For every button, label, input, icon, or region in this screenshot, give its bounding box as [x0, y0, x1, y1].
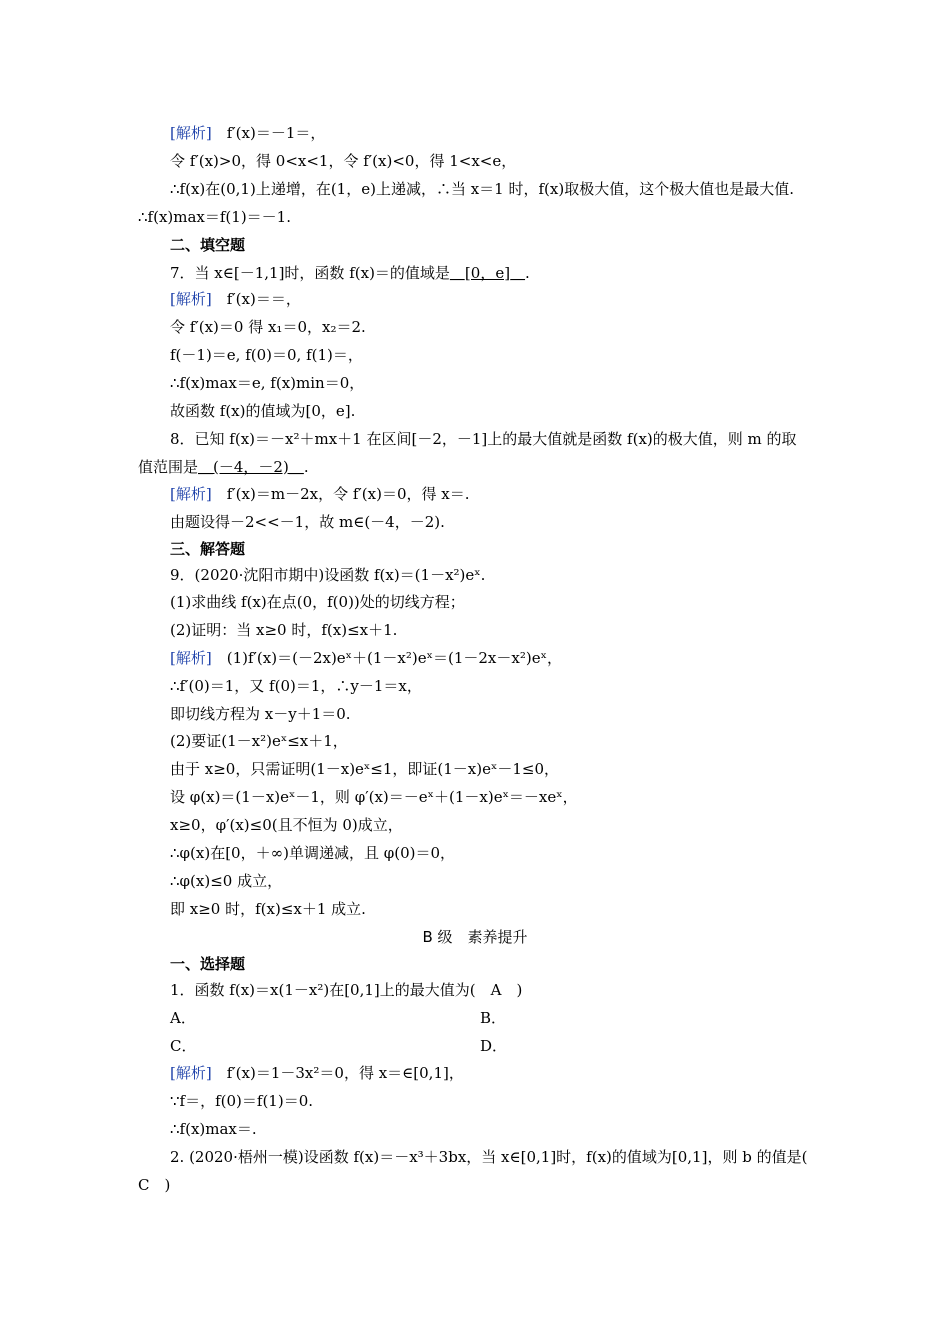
question-line: 8．已知 f(x)＝－x²＋mx＋1 在区间[－2，－1]上的最大值就是函数 f(x)的极大值，则 m 的取: [170, 430, 797, 448]
answer-blank: ＿[0，e]＿: [449, 264, 526, 282]
text-line: ∴f(x)max＝.: [170, 1120, 257, 1138]
solution-line: [解析] f′(x)＝＝，: [170, 290, 301, 308]
text-line: ∴f(x)max＝e, f(x)min＝0，: [170, 374, 365, 392]
text-line: 由题设得－2<<－1，故 m∈(－4，－2).: [170, 513, 445, 531]
text-line: 即 x≥0 时，f(x)≤x＋1 成立.: [170, 900, 366, 918]
text-line: ∴f(x)在(0,1)上递增，在(1，e)上递减，∴当 x＝1 时，f(x)取极大值，这个极大值也是最大值.: [170, 180, 794, 198]
option-c: C．: [170, 1037, 197, 1055]
question-line: 7．当 x∈[－1,1]时，函数 f(x)＝的值域是＿[0，e]＿.: [170, 264, 530, 282]
text-line: (2)要证(1－x²)eˣ≤x＋1，: [170, 732, 348, 750]
solution-line: [解析] f′(x)＝－1＝，: [170, 124, 326, 142]
text-line: ∴φ(x)≤0 成立，: [170, 872, 283, 890]
section-heading: 一、选择题: [170, 955, 246, 973]
level-heading: B 级 素养提升: [422, 928, 528, 946]
question-line: 1．函数 f(x)＝x(1－x²)在[0,1]上的最大值为( A ): [170, 981, 523, 999]
option-a: A．: [170, 1009, 196, 1027]
solution-tag: [解析]: [170, 649, 212, 667]
text-line: ∴f(x)max＝f(1)＝－1.: [138, 208, 291, 226]
text-line: 令 f′(x)>0，得 0<x<1，令 f′(x)<0，得 1<x<e，: [170, 152, 517, 170]
text-line: C ): [138, 1176, 171, 1194]
solution-tag: [解析]: [170, 124, 212, 142]
option-b: B．: [480, 1009, 507, 1027]
solution-line: [解析] f′(x)＝1－3x²＝0，得 x＝∈[0,1]，: [170, 1064, 464, 1082]
question-line: 值范围是＿(－4，－2)＿.: [138, 458, 309, 476]
option-d: D．: [480, 1037, 508, 1055]
section-heading: 二、填空题: [170, 236, 246, 254]
text-line: f(－1)＝e, f(0)＝0, f(1)＝，: [170, 346, 363, 364]
text-line: (2)证明：当 x≥0 时，f(x)≤x＋1.: [170, 621, 398, 639]
text-line: 设 φ(x)＝(1－x)eˣ－1，则 φ′(x)＝－eˣ＋(1－x)eˣ＝－xeˣ，: [170, 788, 578, 806]
section-heading: 三、解答题: [170, 540, 246, 558]
text-line: ∵f＝，f(0)＝f(1)＝0.: [170, 1092, 314, 1110]
text-line: 即切线方程为 x－y＋1＝0.: [170, 705, 351, 723]
text-line: ∴φ(x)在[0，＋∞)单调递减，且 φ(0)＝0，: [170, 844, 456, 862]
text-line: 由于 x≥0，只需证明(1－x)eˣ≤1，即证(1－x)eˣ－1≤0，: [170, 760, 559, 778]
text-line: (1)求曲线 f(x)在点(0，f(0))处的切线方程；: [170, 593, 465, 611]
text-line: ∴f′(0)＝1，又 f(0)＝1，∴y－1＝x，: [170, 677, 422, 695]
text-line: 故函数 f(x)的值域为[0，e].: [170, 402, 356, 420]
text-line: 令 f′(x)＝0 得 x₁＝0，x₂＝2.: [170, 318, 366, 336]
text-line: x≥0，φ′(x)≤0(且不恒为 0)成立，: [170, 816, 403, 834]
solution-line: [解析] f′(x)＝m－2x，令 f′(x)＝0，得 x＝.: [170, 485, 470, 503]
solution-tag: [解析]: [170, 485, 212, 503]
answer-blank: ＿(－4，－2)＿: [198, 458, 304, 476]
solution-tag: [解析]: [170, 290, 212, 308]
question-line: 9．(2020·沈阳市期中)设函数 f(x)＝(1－x²)eˣ.: [170, 566, 486, 584]
solution-tag: [解析]: [170, 1064, 212, 1082]
question-line: 2. (2020·梧州一模)设函数 f(x)＝－x³＋3bx，当 x∈[0,1]时，f(x)的值域为[0,1]，则 b 的值是(: [170, 1148, 808, 1166]
solution-line: [解析] (1)f′(x)＝(－2x)eˣ＋(1－x²)eˣ＝(1－2x－x²)eˣ，: [170, 649, 562, 667]
